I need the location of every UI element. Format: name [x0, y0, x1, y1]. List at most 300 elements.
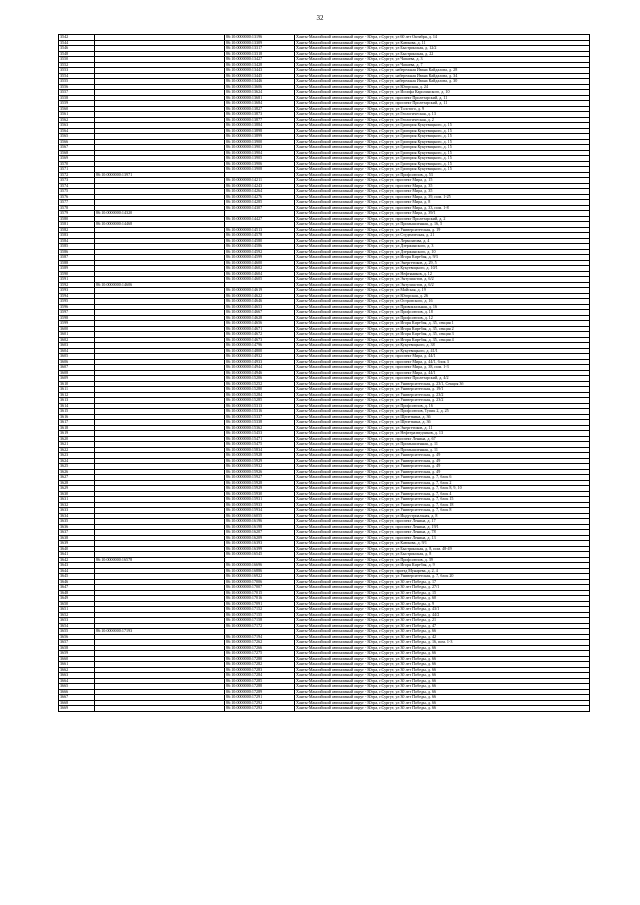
- row-number-cell: 3588: [59, 260, 95, 266]
- row-number-cell: 3660: [59, 656, 95, 662]
- row-number-cell: 3546: [59, 46, 95, 52]
- row-number-cell: 3603: [59, 343, 95, 349]
- address-value: ул 30 лет Победы, д. 66: [395, 700, 437, 705]
- address-value: ул 60 лет Октября, д. 14: [395, 34, 437, 39]
- address-value: ул Кукуевицкого, д. 41/1: [395, 348, 438, 353]
- cadastral-number-cell: 86:10:0000000:17194: [225, 634, 295, 640]
- address-value: ул Промышленная, д. 11: [395, 441, 438, 446]
- cadastral-number-cell: 86:10:0000000:15453: [225, 431, 295, 437]
- cadastral-number-cell: 86:10:0000000:17284: [225, 673, 295, 679]
- cadastral-number-cell: 86:10:0000000:13317: [225, 46, 295, 52]
- address-value: ул Григория Кукуевицкого, д. 15: [395, 144, 452, 149]
- address-value: ул Университетская, д. 7, блок 20: [395, 573, 454, 578]
- address-value: ул Игоря Киртбая, д. 9: [395, 562, 435, 567]
- address-prefix: Ханты-Мансийский автономный округ - Югра, г.Сургут,: [296, 166, 396, 171]
- row-number-cell: 3597: [59, 310, 95, 316]
- address-prefix: Ханты-Мансийский автономный округ - Югра, г.Сургут,: [296, 403, 396, 408]
- address-value: ул Промышленная, д. 16, 5: [395, 221, 443, 226]
- address-prefix: Ханты-Мансийский автономный округ - Югра, г.Сургут,: [296, 78, 396, 83]
- cadastral-number-cell: 86:10:0000000:16696: [225, 563, 295, 569]
- cadastral-number-cell: 86:10:0000000:14933: [225, 359, 295, 365]
- address-value: ул Профсоюзов, д. 39: [395, 557, 433, 562]
- address-value: проспект Мира, д. 39/1: [395, 210, 436, 215]
- cadastral-number-cell: 86:10:0000000:13309: [225, 40, 295, 46]
- row-number-cell: 3628: [59, 480, 95, 486]
- address-prefix: Ханты-Мансийский автономный округ - Югра, г.Сургут,: [296, 331, 396, 336]
- address-prefix: Ханты-Мансийский автономный округ - Югра, г.Сургут,: [296, 623, 396, 628]
- cadastral-number-cell: 86:10:0000000:14672: [225, 332, 295, 338]
- address-value: ул 30 лет Победы, д. 66: [395, 661, 437, 666]
- address-prefix: Ханты-Мансийский автономный округ - Югра, г.Сургут,: [296, 359, 396, 364]
- row-number-cell: 3593: [59, 288, 95, 294]
- address-prefix: Ханты-Мансийский автономный округ - Югра, г.Сургут,: [296, 276, 396, 281]
- cadastral-number-cell: 86:10:0000000:17282: [225, 662, 295, 668]
- address-value: ул 30 лет Победы, д. 43/1: [395, 606, 440, 611]
- row-number-cell: 3553: [59, 68, 95, 74]
- address-prefix: Ханты-Мансийский автономный округ - Югра, г.Сургут,: [296, 612, 396, 617]
- cadastral-number-cell: 86:10:0000000:17152: [225, 607, 295, 613]
- cadastral-number-cell: 86:10:0000000:17292: [225, 700, 295, 706]
- address-prefix: Ханты-Мансийский автономный округ - Югра, г.Сургут,: [296, 430, 396, 435]
- address-value: ул Дзержинского, д. 3: [395, 243, 434, 248]
- cadastral-number-cell: 86:10:0000000:17262: [225, 640, 295, 646]
- address-prefix: Ханты-Мансийский автономный округ - Югра, г.Сургут,: [296, 238, 396, 243]
- cadastral-number-cell: 86:10:0000000:16055: [225, 513, 295, 519]
- cadastral-number-cell: 86:10:0000000:13318: [225, 51, 295, 57]
- row-number-cell: 3595: [59, 299, 95, 305]
- address-prefix: Ханты-Мансийский автономный округ - Югра, г.Сургут,: [296, 678, 396, 683]
- row-number-cell: 3558: [59, 95, 95, 101]
- cadastral-number-cell: 86:10:0000000:14243: [225, 183, 295, 189]
- row-number-cell: 3626: [59, 469, 95, 475]
- address-prefix: Ханты-Мансийский автономный округ - Югра, г.Сургут,: [296, 199, 396, 204]
- address-value: ул Индустриальная, д. 8: [395, 513, 438, 518]
- row-number-cell: 3568: [59, 150, 95, 156]
- address-value: ул 30 лет Победы, д. 44/2: [395, 612, 440, 617]
- address-value: ул Университетская, д. 23/2: [395, 397, 444, 402]
- row-number-cell: 3634: [59, 513, 95, 519]
- row-number-cell: 3586: [59, 249, 95, 255]
- address-value: ул Энтузиастов, д. 6/2: [395, 276, 434, 281]
- cadastral-number-cell: 86:10:0000000:13196: [225, 35, 295, 41]
- row-number-cell: 3571: [59, 167, 95, 173]
- row-number-cell: 3580: [59, 216, 95, 222]
- cadastral-number-cell: 86:10:0000000:13900: [225, 139, 295, 145]
- old-cadastral-cell: 86:10:0000000:14320: [95, 211, 225, 217]
- cadastral-number-cell: 86:10:0000000:15934: [225, 508, 295, 514]
- address-prefix: Ханты-Мансийский автономный округ - Югра, г.Сургут,: [296, 106, 396, 111]
- address-prefix: Ханты-Мансийский автономный округ - Югра, г.Сургут,: [296, 348, 396, 353]
- address-value: набережная Ивана Кайдалова, д. 30: [395, 78, 458, 83]
- cadastral-number-cell: 86:10:0000000:14946: [225, 370, 295, 376]
- row-number-cell: 3575: [59, 189, 95, 195]
- address-value: ул Югорская, д. 26: [395, 293, 428, 298]
- row-number-cell: 3630: [59, 491, 95, 497]
- row-number-cell: 3582: [59, 227, 95, 233]
- cadastral-number-cell: 86:10:0000000:14513: [225, 227, 295, 233]
- address-value: проспект Пролетарский, д. 4/2: [395, 375, 449, 380]
- address-value: ул Быстринская, д. 22: [395, 51, 434, 56]
- address-prefix: Ханты-Мансийский автономный округ - Югра, г.Сургут,: [296, 298, 396, 303]
- address-prefix: Ханты-Мансийский автономный округ - Югра, г.Сургут,: [296, 590, 396, 595]
- row-number-cell: 3581: [59, 222, 95, 228]
- row-number-cell: 3639: [59, 541, 95, 547]
- row-number-cell: 3615: [59, 409, 95, 415]
- table-row: [59, 706, 590, 712]
- cadastral-number-cell: 86:10:0000000:13681: [225, 95, 295, 101]
- address-value: ул 30 лет Победы, д. 66: [395, 689, 437, 694]
- row-number-cell: 3640: [59, 546, 95, 552]
- row-number-cell: 3589: [59, 266, 95, 272]
- row-number-cell: 3627: [59, 475, 95, 481]
- cadastral-number-cell: 86:10:0000000:17288: [225, 684, 295, 690]
- cadastral-number-cell: 86:10:0000000:17155: [225, 612, 295, 618]
- row-number-cell: 3644: [59, 568, 95, 574]
- address-value: ул Григория Кукуевицкого, д. 15: [395, 133, 452, 138]
- address-value: ул 30 лет Победы, д. 66: [395, 694, 437, 699]
- address-prefix: Ханты-Мансийский автономный округ - Югра, г.Сургут,: [296, 370, 396, 375]
- address-value: набережная Ивана Кайдалова, д. 28: [395, 67, 458, 72]
- address-value: ул Нефтяников, д. 12: [395, 271, 432, 276]
- row-number-cell: 3669: [59, 706, 95, 712]
- address-prefix: Ханты-Мансийский автономный округ - Югра, г.Сургут,: [296, 73, 396, 78]
- address-value: ул Быстринская, д. 8, пом. 48-49: [395, 546, 452, 551]
- cadastral-number-cell: 86:10:0000000:15362: [225, 425, 295, 431]
- address-prefix: Ханты-Мансийский автономный округ - Югра, г.Сургут,: [296, 243, 396, 248]
- address-value: ул 30 лет Победы, д. 66: [395, 678, 437, 683]
- row-number-cell: 3598: [59, 315, 95, 321]
- address-value: ул Щепеткина, д. 36: [395, 419, 431, 424]
- address-value: ул 30 лет Победы, д. 66: [395, 628, 437, 633]
- address-prefix: Ханты-Мансийский автономный округ - Югра, г.Сургут,: [296, 287, 396, 292]
- address-value: проспект Мира, д. 35: [395, 183, 433, 188]
- address-value: проспект Мира, д. 35: [395, 188, 433, 193]
- address-value: ул Игоря Киртбая, д. 35, секция 4: [395, 337, 454, 342]
- address-prefix: Ханты-Мансийский автономный округ - Югра, г.Сургут,: [296, 628, 396, 633]
- row-number-cell: 3556: [59, 84, 95, 90]
- address-value: ул Университетская, д. 7, блок 18: [395, 502, 454, 507]
- row-number-cell: 3624: [59, 458, 95, 464]
- address-value: ул Островского, д. 16: [395, 298, 433, 303]
- address-prefix: Ханты-Мансийский автономный округ - Югра, г.Сургут,: [296, 210, 396, 215]
- row-number-cell: 3647: [59, 585, 95, 591]
- address-value: ул 30 лет Победы, д. 66: [395, 705, 437, 710]
- old-cadastral-cell: 86:10:0000000:14468: [95, 222, 225, 228]
- address-value: ул 30 лет Победы, д. 21: [395, 617, 437, 622]
- address-value: проспект Ленина, д. 78: [395, 529, 436, 534]
- cadastral-number-cell: 86:10:0000000:16399: [225, 546, 295, 552]
- row-number-cell: 3631: [59, 497, 95, 503]
- row-number-cell: 3585: [59, 244, 95, 250]
- cadastral-number-cell: 86:10:0000000:15337: [225, 414, 295, 420]
- address-value: ул Геологическая, д. 13: [395, 111, 436, 116]
- cadastral-number-cell: 86:10:0000000:13899: [225, 134, 295, 140]
- address-prefix: Ханты-Мансийский автономный округ - Югра, г.Сургут,: [296, 381, 396, 386]
- cadastral-number-cell: 86:10:0000000:15316: [225, 409, 295, 415]
- row-number-cell: 3614: [59, 403, 95, 409]
- row-number-cell: 3600: [59, 326, 95, 332]
- address-prefix: Ханты-Мансийский автономный округ - Югра, г.Сургут,: [296, 518, 396, 523]
- address-value: проезд Мунарева, д. 2, 4: [395, 568, 438, 573]
- address-value: ул Университетская, д. 19: [395, 227, 441, 232]
- address-prefix: Ханты-Мансийский автономный округ - Югра, г.Сургут,: [296, 326, 396, 331]
- row-number-cell: 3572: [59, 172, 95, 178]
- address-prefix: Ханты-Мансийский автономный округ - Югра, г.Сургут,: [296, 337, 396, 342]
- address-value: ул Кукуевицкого, д. 10/1: [395, 265, 438, 270]
- cadastral-number-cell: 86:10:0000000:13427: [225, 57, 295, 63]
- address-prefix: Ханты-Мансийский автономный округ - Югра, г.Сургут,: [296, 540, 396, 545]
- cadastral-number-cell: 86:10:0000000:14604: [225, 271, 295, 277]
- address-value: проспект Ленина, д. 67: [395, 436, 436, 441]
- cadastral-number-cell: 86:10:0000000:14427: [225, 216, 295, 222]
- address-value: ул Игоря Киртбая, д. 9/3: [395, 254, 438, 259]
- cadastral-number-cell: 86:10:0000000:13904: [225, 150, 295, 156]
- cadastral-number-cell: 86:10:0000000:17275: [225, 651, 295, 657]
- row-number-cell: 3584: [59, 238, 95, 244]
- row-number-cell: 3607: [59, 365, 95, 371]
- old-cadastral-cell: 86:10:0000000:16578: [95, 557, 225, 563]
- row-number-cell: 3548: [59, 51, 95, 57]
- cadastral-number-cell: 86:10:0000000:13906: [225, 161, 295, 167]
- row-number-cell: 3579: [59, 211, 95, 217]
- address-prefix: Ханты-Мансийский автономный округ - Югра, г.Сургут,: [296, 364, 396, 369]
- address-prefix: Ханты-Мансийский автономный округ - Югра, г.Сургут,: [296, 705, 396, 710]
- row-number-cell: 3652: [59, 612, 95, 618]
- row-number-cell: 3655: [59, 629, 95, 635]
- row-number-cell: 3653: [59, 618, 95, 624]
- address-value: ул Университетская, д. 7, блок 15: [395, 496, 454, 501]
- cadastral-number-cell: 86:10:0000000:17015: [225, 590, 295, 596]
- cadastral-number-cell: 86:10:0000000:13428: [225, 62, 295, 68]
- address-prefix: Ханты-Мансийский автономный округ - Югра, г.Сургут,: [296, 260, 396, 265]
- address-prefix: Ханты-Мансийский автономный округ - Югра, г.Сургут,: [296, 221, 396, 226]
- row-number-cell: 3658: [59, 645, 95, 651]
- address-prefix: Ханты-Мансийский автономный округ - Югра, г.Сургут,: [296, 84, 396, 89]
- row-number-cell: 3590: [59, 271, 95, 277]
- address-prefix: Ханты-Мансийский автономный округ - Югра, г.Сургут,: [296, 425, 396, 430]
- address-prefix: Ханты-Мансийский автономный округ - Югра, г.Сургут,: [296, 397, 396, 402]
- address-prefix: Ханты-Мансийский автономный округ - Югра, г.Сургут,: [296, 513, 396, 518]
- row-number-cell: 3563: [59, 123, 95, 129]
- address-cell: [295, 706, 590, 712]
- address-prefix: Ханты-Мансийский автономный округ - Югра, г.Сургут,: [296, 139, 396, 144]
- address-prefix: Ханты-Мансийский автономный округ - Югра, г.Сургут,: [296, 34, 396, 39]
- address-prefix: Ханты-Мансийский автономный округ - Югра, г.Сургут,: [296, 122, 396, 127]
- cadastral-number-cell: 86:10:0000000:15280: [225, 387, 295, 393]
- address-prefix: Ханты-Мансийский автономный округ - Югра, г.Сургут,: [296, 502, 396, 507]
- address-prefix: Ханты-Мансийский автономный округ - Югра, г.Сургут,: [296, 524, 396, 529]
- cadastral-number-cell: 86:10:0000000:13884: [225, 123, 295, 129]
- address-prefix: Ханты-Мансийский автономный округ - Югра, г.Сургут,: [296, 188, 396, 193]
- address-value: ул Привокзальная, д. 16: [395, 304, 438, 309]
- address-value: ул Университетская, д. 7, блок 8: [395, 507, 452, 512]
- address-value: проспект Ленина, д. 13: [395, 535, 436, 540]
- cadastral-number-cell: 86:10:0000000:15932: [225, 464, 295, 470]
- address-prefix: Ханты-Мансийский автономный округ - Югра, г.Сургут,: [296, 216, 396, 221]
- row-number-cell: 3617: [59, 420, 95, 426]
- address-prefix: Ханты-Мансийский автономный округ - Югра, г.Сургут,: [296, 155, 396, 160]
- row-number-cell: 3542: [59, 35, 95, 41]
- row-number-cell: 3613: [59, 398, 95, 404]
- address-prefix: Ханты-Мансийский автономный округ - Югра, г.Сургут,: [296, 227, 396, 232]
- address-prefix: Ханты-Мансийский автономный округ - Югра, г.Сургут,: [296, 342, 396, 347]
- cadastral-number-cell: 86:10:0000000:16545: [225, 552, 295, 558]
- address-value: ул Григория Кукуевицкого, д. 15: [395, 150, 452, 155]
- address-value: ул Игоря Киртбая, д. 35, секция 1: [395, 320, 454, 325]
- row-number-cell: 3664: [59, 678, 95, 684]
- address-value: ул Иосифа Каролинского, д. 10: [395, 89, 450, 94]
- address-prefix: Ханты-Мансийский автономный округ - Югра, г.Сургут,: [296, 634, 396, 639]
- address-prefix: Ханты-Мансийский автономный округ - Югра, г.Сургут,: [296, 551, 396, 556]
- cadastral-number-cell: 86:10:0000000:17283: [225, 667, 295, 673]
- cadastral-number-cell: 86:10:0000000:14944: [225, 365, 295, 371]
- address-prefix: Ханты-Мансийский автономный округ - Югра, г.Сургут,: [296, 447, 396, 452]
- address-value: ул Профсоюзов, д. 16: [395, 403, 433, 408]
- row-number-cell: 3601: [59, 332, 95, 338]
- address-prefix: Ханты-Мансийский автономный округ - Югра, г.Сургут,: [296, 172, 396, 177]
- row-number-cell: 3618: [59, 425, 95, 431]
- row-number-cell: 3643: [59, 563, 95, 569]
- address-prefix: Ханты-Мансийский автономный округ - Югра, г.Сургут,: [296, 128, 396, 133]
- address-prefix: Ханты-Мансийский автономный округ - Югра, г.Сургут,: [296, 672, 396, 677]
- address-prefix: Ханты-Мансийский автономный округ - Югра, г.Сургут,: [296, 150, 396, 155]
- address-value: ул Профсоюзов, Тупик 2, д. 25: [395, 408, 449, 413]
- address-value: ул 30 лет Победы, д. 15: [395, 590, 437, 595]
- registry-table: [58, 34, 590, 712]
- address-prefix: Ханты-Мансийский автономный округ - Югра, г.Сургут,: [296, 40, 396, 45]
- row-number-cell: 3632: [59, 502, 95, 508]
- cadastral-number-cell: 86:10:0000000:13443: [225, 68, 295, 74]
- address-prefix: Ханты-Мансийский автономный округ - Югра, г.Сургут,: [296, 535, 396, 540]
- address-prefix: Ханты-Мансийский автономный округ - Югра, г.Сургут,: [296, 694, 396, 699]
- row-number-cell: 3599: [59, 321, 95, 327]
- address-prefix: Ханты-Мансийский автономный округ - Югра, г.Сургут,: [296, 133, 396, 138]
- address-prefix: Ханты-Мансийский автономный округ - Югра, г.Сургут,: [296, 62, 396, 67]
- cadastral-number-cell: 86:10:0000000:15284: [225, 392, 295, 398]
- cadastral-number-cell: 86:10:0000000:14599: [225, 255, 295, 261]
- old-cadastral-cell: 86:10:0000000:14606: [95, 282, 225, 288]
- address-value: ул 30 лет Победы, д. 66: [395, 656, 437, 661]
- address-value: проспект Мира, д. 44/1: [395, 370, 436, 375]
- cadastral-number-cell: 86:10:0000000:17293: [225, 706, 295, 712]
- cadastral-number-cell: 86:10:0000000:14656: [225, 321, 295, 327]
- address-value: ул 30 лет Победы, д. 60: [395, 595, 437, 600]
- address-prefix: Ханты-Мансийский автономный округ - Югра, г.Сургут,: [296, 656, 396, 661]
- old-cadastral-cell: 86:10:0000000:17193: [95, 629, 225, 635]
- address-value: ул 30 лет Победы, д. 16, пом. 1-3: [395, 639, 453, 644]
- row-number-cell: 3666: [59, 689, 95, 695]
- cadastral-number-cell: 86:10:0000000:13624: [225, 90, 295, 96]
- cadastral-number-cell: 86:10:0000000:13606: [225, 84, 295, 90]
- address-prefix: Ханты-Мансийский автономный округ - Югра, г.Сургут,: [296, 601, 396, 606]
- row-number-cell: 3636: [59, 524, 95, 530]
- cadastral-number-cell: 86:10:0000000:13898: [225, 128, 295, 134]
- cadastral-number-cell: 86:10:0000000:16207: [225, 530, 295, 536]
- address-value: ул Григория Кукуевицкого, д. 15: [395, 139, 452, 144]
- address-prefix: Ханты-Мансийский автономный округ - Югра, г.Сургут,: [296, 458, 396, 463]
- address-prefix: Ханты-Мансийский автономный округ - Югра, г.Сургут,: [296, 474, 396, 479]
- row-number-cell: 3574: [59, 183, 95, 189]
- cadastral-number-cell: 86:10:0000000:17007: [225, 585, 295, 591]
- address-value: ул Григория Кукуевицкого, д. 15: [395, 166, 452, 171]
- cadastral-number-cell: 86:10:0000000:14622: [225, 293, 295, 299]
- address-prefix: Ханты-Мансийский автономный округ - Югра, г.Сургут,: [296, 293, 396, 298]
- address-value: ул Толстого, д. 9: [395, 106, 425, 111]
- row-number-cell: 3610: [59, 381, 95, 387]
- address-value: ул Майская, д. 19: [395, 287, 426, 292]
- row-number-cell: 3642: [59, 557, 95, 563]
- address-prefix: Ханты-Мансийский автономный округ - Югра, г.Сургут,: [296, 183, 396, 188]
- old-cadastral-cell: [95, 706, 225, 712]
- row-number-cell: 3657: [59, 640, 95, 646]
- address-value: ул Энергетиков, д. 11: [395, 425, 433, 430]
- address-value: ул Университетская, д. 7, блок 2: [395, 480, 452, 485]
- address-prefix: Ханты-Мансийский автономный округ - Югра, г.Сургут,: [296, 700, 396, 705]
- address-prefix: Ханты-Мансийский автономный округ - Югра, г.Сургут,: [296, 392, 396, 397]
- row-number-cell: 3662: [59, 667, 95, 673]
- address-prefix: Ханты-Мансийский автономный округ - Югра, г.Сургут,: [296, 89, 396, 94]
- cadastral-number-cell: 86:10:0000000:15931: [225, 497, 295, 503]
- address-value: проспект Пролетарский, д. 11: [395, 100, 448, 105]
- address-prefix: Ханты-Мансийский автономный округ - Югра, г.Сургут,: [296, 386, 396, 391]
- address-value: проспект Мира, д. 44/1: [395, 353, 436, 358]
- cadastral-number-cell: 86:10:0000000:17016: [225, 596, 295, 602]
- cadastral-number-cell: 86:10:0000000:15313: [225, 403, 295, 409]
- cadastral-number-cell: 86:10:0000000:14932: [225, 354, 295, 360]
- address-prefix: Ханты-Мансийский автономный округ - Югра, г.Сургут,: [296, 144, 396, 149]
- row-number-cell: 3561: [59, 112, 95, 118]
- row-number-cell: 3592: [59, 282, 95, 288]
- row-number-cell: 3566: [59, 139, 95, 145]
- address-prefix: Ханты-Мансийский автономный округ - Югра, г.Сургут,: [296, 617, 396, 622]
- cadastral-number-cell: 86:10:0000000:15927: [225, 475, 295, 481]
- address-value: ул Чапаева, д. 7: [395, 62, 423, 67]
- cadastral-number-cell: 86:10:0000000:13827: [225, 106, 295, 112]
- address-prefix: Ханты-Мансийский автономный округ - Югра, г.Сургут,: [296, 639, 396, 644]
- row-number-cell: 3577: [59, 200, 95, 206]
- cadastral-number-cell: 86:10:0000000:17291: [225, 695, 295, 701]
- row-number-cell: 3650: [59, 601, 95, 607]
- cadastral-number-cell: 86:10:0000000:14646: [225, 299, 295, 305]
- cadastral-number-cell: 86:10:0000000:14605: [225, 277, 295, 283]
- cadastral-number-cell: 86:10:0000000:13905: [225, 156, 295, 162]
- row-number-cell: 3625: [59, 464, 95, 470]
- cadastral-number-cell: 86:10:0000000:13445: [225, 73, 295, 79]
- address-prefix: Ханты-Мансийский автономный округ - Югра, г.Сургут,: [296, 480, 396, 485]
- row-number-cell: 3591: [59, 277, 95, 283]
- address-prefix: Ханты-Мансийский автономный округ - Югра, г.Сургут,: [296, 463, 396, 468]
- address-prefix: Ханты-Мансийский автономный округ - Югра, г.Сургут,: [296, 271, 396, 276]
- cadastral-number-cell: 86:10:0000000:14667: [225, 310, 295, 316]
- cadastral-number-cell: 86:10:0000000:15206: [225, 376, 295, 382]
- row-number-cell: 3633: [59, 508, 95, 514]
- row-number-cell: 3648: [59, 590, 95, 596]
- cadastral-number-cell: 86:10:0000000:15475: [225, 442, 295, 448]
- address-value: ул 30 лет Победы, д. 66: [395, 672, 437, 677]
- row-number-cell: 3559: [59, 101, 95, 107]
- address-value: ул Григория Кукуевицкого, д. 15: [395, 161, 452, 166]
- cadastral-number-cell: 86:10:0000000:14211: [225, 178, 295, 184]
- cadastral-number-cell: 86:10:0000000:15928: [225, 480, 295, 486]
- cadastral-number-cell: 86:10:0000000:16209: [225, 535, 295, 541]
- address-prefix: Ханты-Мансийский автономный округ - Югра, г.Сургут,: [296, 529, 396, 534]
- address-value: ул Нефтеразведчиков, д. 13: [395, 430, 443, 435]
- address-value: ул Кукуевицкого, д. 38: [395, 342, 435, 347]
- address-prefix: Ханты-Мансийский автономный округ - Югра, г.Сургут,: [296, 573, 396, 578]
- address-value: ул Григория Кукуевицкого, д. 15: [395, 155, 452, 160]
- address-value: ул Лермонтова, д. 4: [395, 238, 430, 243]
- address-prefix: Ханты-Мансийский автономный округ - Югра, г.Сургут,: [296, 51, 396, 56]
